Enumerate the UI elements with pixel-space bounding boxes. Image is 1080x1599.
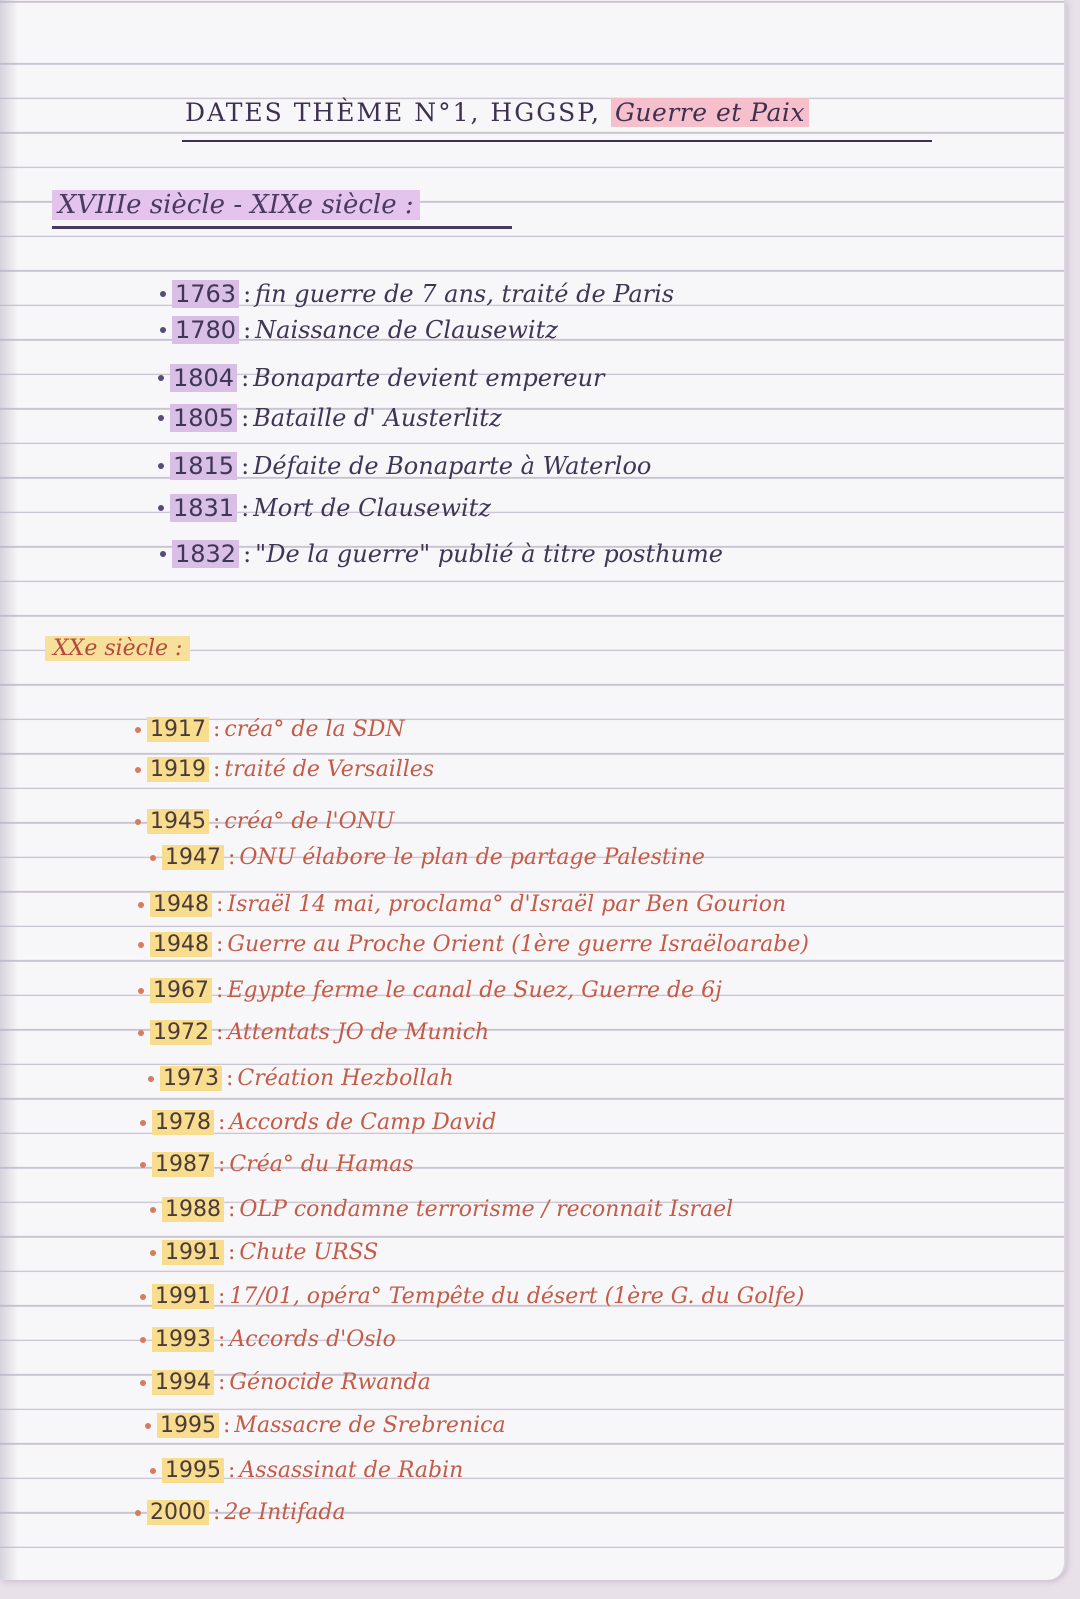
bullet-icon [145, 1423, 151, 1429]
list-item-year: 1995 [162, 1458, 224, 1483]
list-item: 1948 : Israël 14 mai, proclama° d'Israël par Ben Gourion [138, 892, 786, 917]
list-item-text: Israël 14 mai, proclama° d'Israël par Ben Gourion [227, 892, 787, 917]
list-item-year: 2000 [147, 1500, 209, 1525]
list-item-year: 1832 [172, 540, 239, 568]
list-item-text: Créa° du Hamas [229, 1152, 414, 1177]
list-item-year: 1948 [150, 892, 212, 917]
list-item: 1947 : ONU élabore le plan de partage Palestine [150, 845, 705, 870]
title-underline [182, 140, 932, 142]
list-item-text: Création Hezbollah [237, 1066, 454, 1091]
bullet-icon [135, 1510, 141, 1516]
list-item-text: Chute URSS [239, 1240, 379, 1265]
bullet-icon [135, 727, 141, 733]
bullet-icon [160, 327, 166, 333]
list-item: 1967 : Egypte ferme le canal de Suez, Guerre de 6j [138, 978, 722, 1003]
list-item: 1993 : Accords d'Oslo [140, 1327, 396, 1352]
list-item: 1917 : créa° de la SDN [135, 717, 405, 742]
list-item-text: Bonaparte devient empereur [253, 364, 605, 392]
list-item: 1973 : Création Hezbollah [148, 1066, 454, 1091]
list-item-text: Accords d'Oslo [229, 1327, 396, 1352]
bullet-icon [140, 1162, 146, 1168]
list-item-year: 1978 [152, 1110, 214, 1135]
list-item: 1995 : Assassinat de Rabin [150, 1458, 463, 1483]
bullet-icon [140, 1120, 146, 1126]
list-item-text: Génocide Rwanda [229, 1370, 431, 1395]
list-item-year: 1994 [152, 1370, 214, 1395]
list-item-year: 1805 [170, 404, 237, 432]
list-item: 1831 : Mort de Clausewitz [158, 494, 491, 522]
bullet-icon [160, 551, 166, 557]
page-title [185, 98, 809, 127]
list-item-text: fin guerre de 7 ans, traité de Paris [255, 280, 675, 308]
list-item-year: 1993 [152, 1327, 214, 1352]
list-item: 1815 : Défaite de Bonaparte à Waterloo [158, 452, 651, 480]
list-item-year: 1919 [147, 757, 209, 782]
list-item: 1780 : Naissance de Clausewitz [160, 316, 558, 344]
list-item: 1919 : traité de Versailles [135, 757, 434, 782]
list-item-text: Accords de Camp David [229, 1110, 497, 1135]
list-item-text: Défaite de Bonaparte à Waterloo [253, 452, 652, 480]
bullet-icon [150, 1250, 156, 1256]
list-item-year: 1988 [162, 1197, 224, 1222]
list-item-year: 1947 [162, 845, 224, 870]
list-item-text: Guerre au Proche Orient (1ère guerre Israëloarabe) [227, 932, 809, 957]
list-item-text: "De la guerre" publié à titre posthume [255, 540, 723, 568]
list-item: 1804 : Bonaparte devient empereur [158, 364, 605, 392]
page-binding-shadow [0, 0, 18, 1580]
section-heading-18-19: XVIIIe siècle - XIXe siècle : [52, 190, 420, 220]
list-item: 2000 : 2e Intifada [135, 1500, 346, 1525]
list-item-year: 1763 [172, 280, 239, 308]
list-item-text: Bataille d' Austerlitz [253, 404, 502, 432]
list-item-text: 17/01, opéra° Tempête du désert (1ère G. du Golfe) [229, 1284, 805, 1309]
section-heading-underline [52, 226, 512, 229]
list-item-text: créa° de la SDN [224, 717, 405, 742]
bullet-icon [158, 375, 164, 381]
list-item: 1994 : Génocide Rwanda [140, 1370, 431, 1395]
list-item: 1991 : 17/01, opéra° Tempête du désert (1ère G. du Golfe) [140, 1284, 804, 1309]
bullet-icon [135, 767, 141, 773]
bullet-icon [140, 1294, 146, 1300]
list-item: 1832 : "De la guerre" publié à titre posthume [160, 540, 723, 568]
list-item-year: 1804 [170, 364, 237, 392]
list-item-year: 1973 [160, 1066, 222, 1091]
list-item-text: créa° de l'ONU [224, 809, 395, 834]
bullet-icon [150, 855, 156, 861]
page-title-main: DATES THÈME N°1, HGGSP, [185, 98, 601, 127]
bullet-icon [158, 415, 164, 421]
list-item-year: 1972 [150, 1020, 212, 1045]
list-item-text: Massacre de Srebrenica [234, 1413, 506, 1438]
list-item-year: 1995 [157, 1413, 219, 1438]
list-item-year: 1948 [150, 932, 212, 957]
list-item-year: 1991 [152, 1284, 214, 1309]
bullet-icon [140, 1380, 146, 1386]
bullet-icon [150, 1207, 156, 1213]
bullet-icon [148, 1076, 154, 1082]
bullet-icon [160, 291, 166, 297]
bullet-icon [140, 1337, 146, 1343]
list-item-year: 1987 [152, 1152, 214, 1177]
list-item: 1988 : OLP condamne terrorisme / reconnait Israel [150, 1197, 733, 1222]
bullet-icon [150, 1468, 156, 1474]
list-item: 1948 : Guerre au Proche Orient (1ère guerre Israëloarabe) [138, 932, 809, 957]
list-item-text: Egypte ferme le canal de Suez, Guerre de 6j [227, 978, 722, 1003]
bullet-icon [138, 902, 144, 908]
list-item-year: 1991 [162, 1240, 224, 1265]
list-item-year: 1831 [170, 494, 237, 522]
page-title-highlight: Guerre et Paix [611, 98, 809, 127]
list-item-year: 1780 [172, 316, 239, 344]
list-item-year: 1967 [150, 978, 212, 1003]
list-item-text: Attentats JO de Munich [227, 1020, 490, 1045]
list-item: 1763 : fin guerre de 7 ans, traité de Paris [160, 280, 674, 308]
section-heading-20: XXe siècle : [45, 636, 190, 661]
list-item: 1987 : Créa° du Hamas [140, 1152, 414, 1177]
bullet-icon [158, 463, 164, 469]
list-item: 1945 : créa° de l'ONU [135, 809, 394, 834]
list-item-text: ONU élabore le plan de partage Palestine [239, 845, 705, 870]
list-item-text: 2e Intifada [224, 1500, 346, 1525]
bullet-icon [138, 1030, 144, 1036]
bullet-icon [135, 819, 141, 825]
list-item-year: 1917 [147, 717, 209, 742]
list-item-year: 1945 [147, 809, 209, 834]
bullet-icon [138, 942, 144, 948]
list-item: 1978 : Accords de Camp David [140, 1110, 496, 1135]
list-item-text: OLP condamne terrorisme / reconnait Israel [239, 1197, 734, 1222]
list-item: 1991 : Chute URSS [150, 1240, 378, 1265]
list-item-text: Assassinat de Rabin [239, 1458, 464, 1483]
list-item-year: 1815 [170, 452, 237, 480]
list-item: 1995 : Massacre de Srebrenica [145, 1413, 506, 1438]
list-item: 1972 : Attentats JO de Munich [138, 1020, 489, 1045]
list-item: 1805 : Bataille d' Austerlitz [158, 404, 502, 432]
list-item-text: Mort de Clausewitz [253, 494, 491, 522]
list-item-text: Naissance de Clausewitz [255, 316, 558, 344]
bullet-icon [158, 505, 164, 511]
list-item-text: traité de Versailles [224, 757, 435, 782]
bullet-icon [138, 988, 144, 994]
